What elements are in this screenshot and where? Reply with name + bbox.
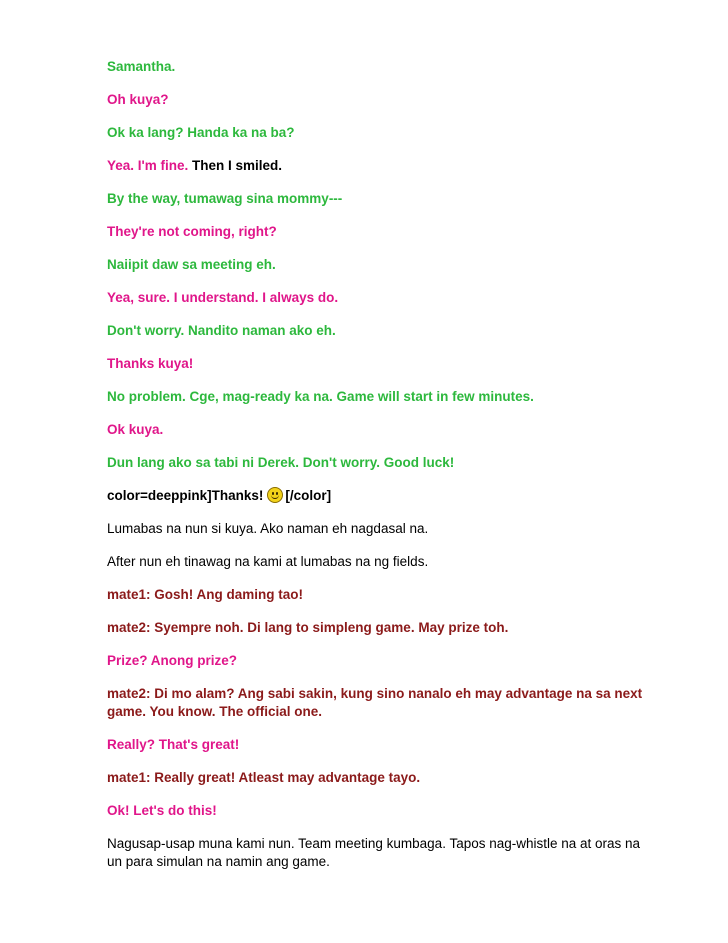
line-dun-lang-ako: Dun lang ako sa tabi ni Derek. Don't worry. Good luck! [107, 455, 455, 470]
line-yea-im-fine-dialogue: Yea. I'm fine. [107, 158, 189, 173]
line-mate1-gosh: mate1: Gosh! Ang daming tao! [107, 587, 304, 602]
line-not-coming: They're not coming, right? [107, 224, 277, 239]
line-color-thanks-text: color=deeppink]Thanks! [107, 488, 264, 503]
line-after-nun: After nun eh tinawag na kami at lumabas na ng fields. [107, 554, 429, 569]
line-nagusap-usap: Nagusap-usap muna kami nun. Team meeting kumbaga. Tapos nag-whistle na at oras na un para simulan na namin ang game. [107, 836, 641, 869]
line-mate2-syempre: mate2: Syempre noh. Di lang to simpleng game. May prize toh. [107, 620, 509, 635]
smiley-icon [267, 487, 283, 503]
line-i-understand: Yea, sure. I understand. I always do. [107, 290, 339, 305]
line-prize: Prize? Anong prize? [107, 653, 238, 668]
line-no-problem: No problem. Cge, mag-ready ka na. Game will start in few minutes. [107, 389, 534, 404]
line-samantha: Samantha. [107, 59, 176, 74]
line-really: Really? That's great! [107, 737, 240, 752]
line-thanks-kuya: Thanks kuya! [107, 356, 194, 371]
line-lets-do-this: Ok! Let's do this! [107, 803, 217, 818]
line-oh-kuya: Oh kuya? [107, 92, 169, 107]
line-dont-worry: Don't worry. Nandito naman ako eh. [107, 323, 336, 338]
line-mate2-di-mo-alam: mate2: Di mo alam? Ang sabi sakin, kung sino nanalo eh may advantage na sa next game. You know. The official one. [107, 686, 643, 719]
line-color-close-tag: [/color] [285, 488, 332, 503]
line-ok-kuya: Ok kuya. [107, 422, 164, 437]
line-mate1-really-great: mate1: Really great! Atleast may advantage tayo. [107, 770, 421, 785]
document-page [107, 58, 647, 886]
line-by-the-way: By the way, tumawag sina mommy--- [107, 191, 343, 206]
line-then-i-smiled: Then I smiled. [188, 158, 283, 173]
line-ok-ka-lang: Ok ka lang? Handa ka na ba? [107, 125, 295, 140]
line-naiipit: Naiipit daw sa meeting eh. [107, 257, 276, 272]
line-color-thanks [107, 487, 647, 505]
line-lumabas: Lumabas na nun si kuya. Ako naman eh nagdasal na. [107, 521, 429, 536]
line-yea-im-fine [107, 157, 647, 175]
